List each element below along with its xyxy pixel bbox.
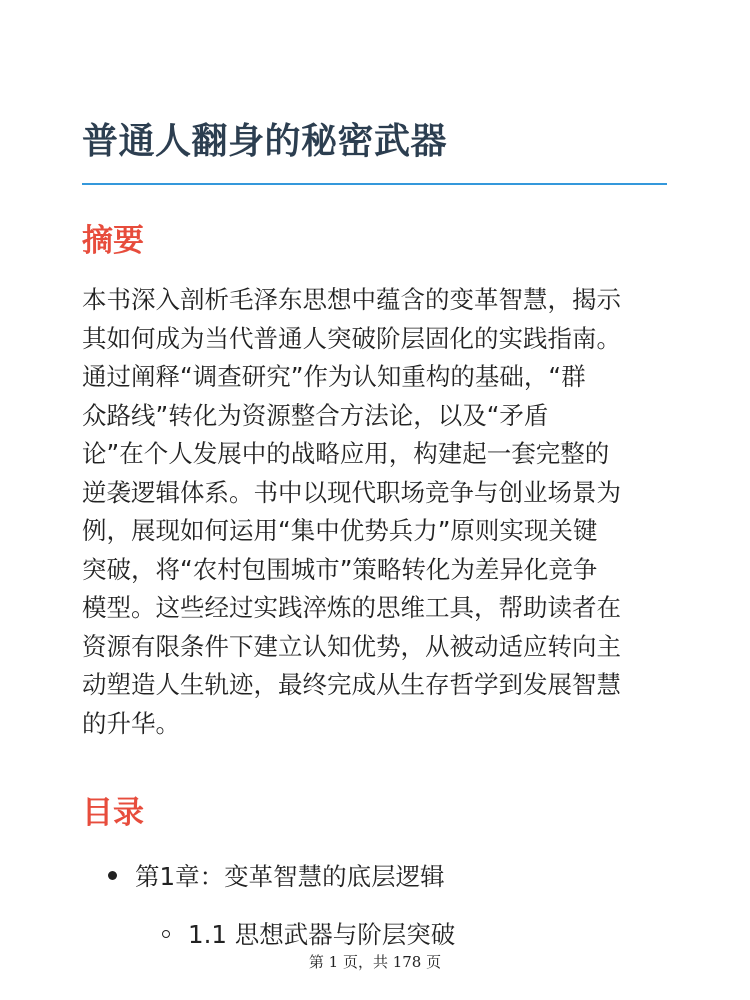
abstract-paragraph [82,281,670,743]
title-divider [82,183,667,185]
bullet-circle-icon [162,930,170,938]
toc-section-label: 1.1 思想武器与阶层突破 [188,920,456,949]
page-number-footer: 第 1 页，共 178 页 [308,953,442,971]
abstract-line: 模型。这些经过实践淬炼的思维工具，帮助读者在 [82,593,621,622]
toc-heading: 目录 [82,795,144,831]
abstract-line: 资源有限条件下建立认知优势，从被动适应转向主 [82,631,621,661]
abstract-heading: 摘要 [82,223,144,259]
abstract-line: 本书深入剖析毛泽东思想中蕴含的变革智慧，揭示 [82,285,621,314]
abstract-line: 动塑造人生轨迹，最终完成从生存哲学到发展智慧 [82,670,621,699]
bullet-disc-icon [108,871,117,880]
toc-chapter-label: 第1章：变革智慧的底层逻辑 [135,862,445,891]
abstract-line: 突破，将“农村包围城市”策略转化为差异化竞争 [82,554,598,584]
toc-section-item[interactable] [162,916,455,951]
document-title: 普通人翻身的秘密武器 [82,121,448,162]
abstract-line: 逆袭逻辑体系。书中以现代职场竞争与创业场景为 [82,477,621,507]
abstract-line: 的升华。 [82,708,180,738]
abstract-line: 众路线”转化为资源整合方法论，以及“矛盾 [82,400,549,430]
abstract-line: 例，展现如何运用“集中优势兵力”原则实现关键 [82,516,598,545]
abstract-line: 通过阐释“调查研究”作为认知重构的基础，“群 [82,362,586,391]
toc-chapter-item[interactable] [108,858,445,893]
abstract-line: 论”在个人发展中的战略应用，构建起一套完整的 [82,439,610,468]
abstract-line: 其如何成为当代普通人突破阶层固化的实践指南。 [82,323,621,353]
